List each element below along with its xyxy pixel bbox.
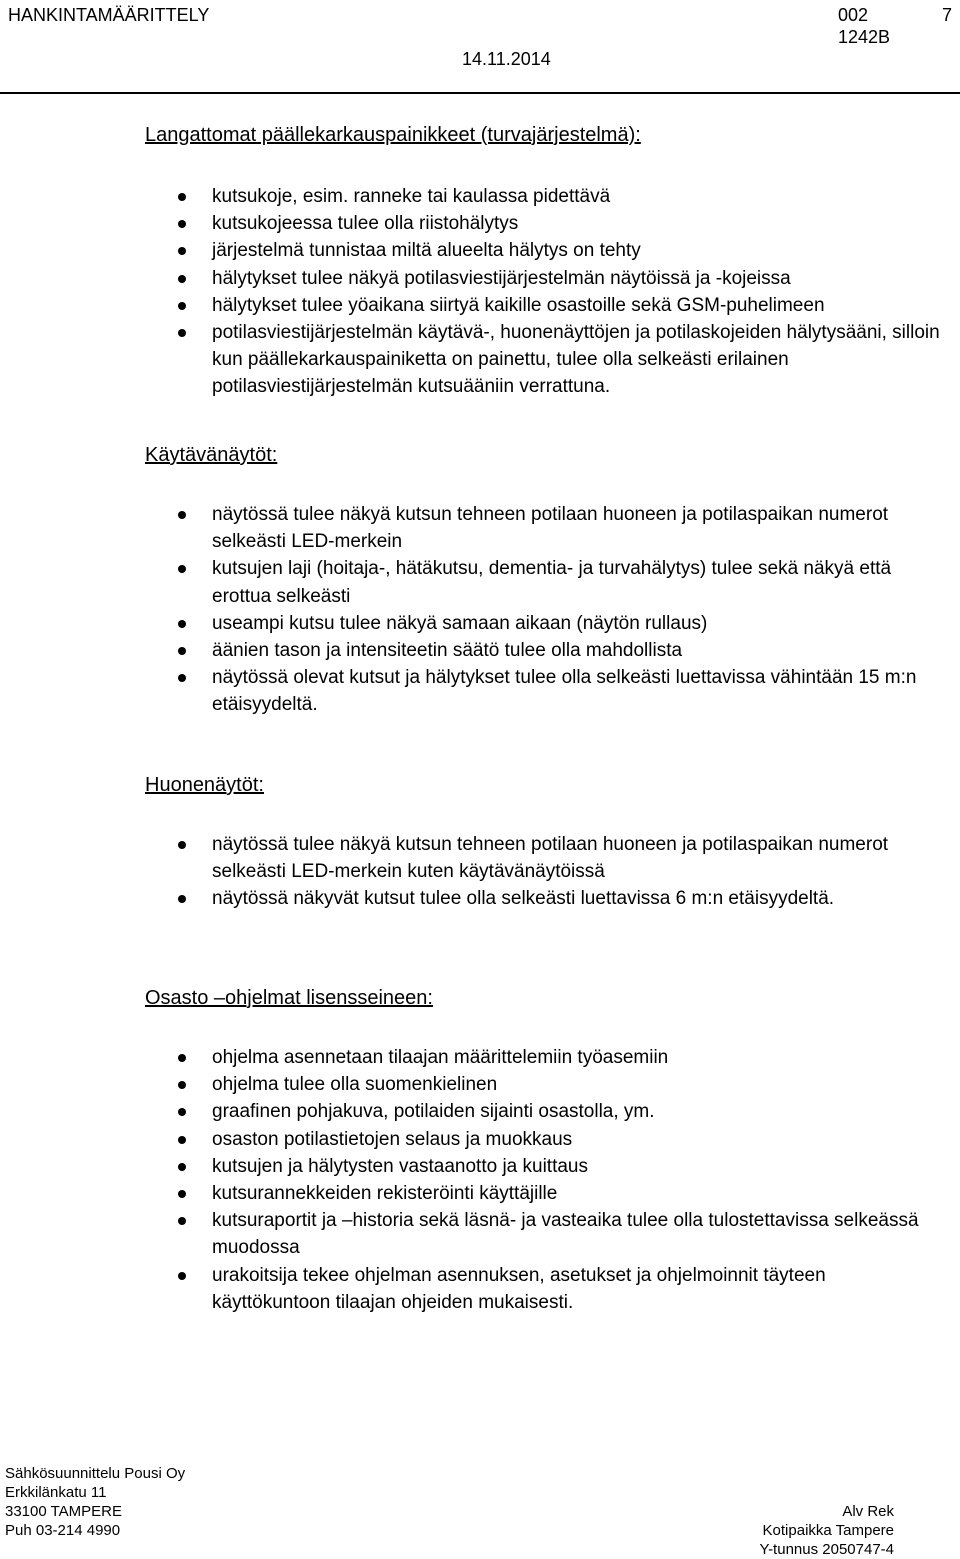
- list-item: näytössä näkyvät kutsut tulee olla selkeästi luettavissa 6 m:n etäisyydeltä.: [145, 885, 945, 912]
- bullet-icon: [178, 511, 186, 519]
- section-heading: Käytävänäytöt:: [145, 444, 278, 466]
- bullet-icon: [178, 1217, 186, 1225]
- list-item: potilasviestijärjestelmän käytävä-, huonenäyttöjen ja potilaskojeiden hälytysääni, silloin kun päällekarkauspainiketta on painettu, tulee olla selkeästi erilainen potilasviestijärjestelmän kutsuääniin verrattuna.: [145, 319, 945, 401]
- section-osasto-ohjelmat: [145, 986, 945, 1316]
- bullet-icon: [178, 1108, 186, 1116]
- list-item: graafinen pohjakuva, potilaiden sijainti osastolla, ym.: [145, 1098, 945, 1125]
- document-title: HANKINTAMÄÄRITTELY: [8, 5, 210, 25]
- footer-domicile: Kotipaikka Tampere: [762, 1522, 894, 1539]
- bullet-icon: [178, 1163, 186, 1171]
- list-item: kutsukoje, esim. ranneke tai kaulassa pidettävä: [145, 183, 945, 210]
- list-item: hälytykset tulee yöaikana siirtyä kaikille osastoille sekä GSM-puhelimeen: [145, 292, 945, 319]
- bullet-icon: [178, 674, 186, 682]
- bullet-icon: [178, 275, 186, 283]
- bullet-list: [145, 831, 945, 913]
- footer-street: Erkkilänkatu 11: [5, 1484, 107, 1501]
- list-item: ohjelma tulee olla suomenkielinen: [145, 1071, 945, 1098]
- bullet-icon: [178, 647, 186, 655]
- bullet-icon: [178, 1054, 186, 1062]
- section-kaytavanaytot: [145, 443, 945, 719]
- footer-phone: Puh 03-214 4990: [5, 1522, 121, 1539]
- section-heading: Huonenäytöt:: [145, 774, 264, 796]
- document-number: 002: [838, 5, 869, 25]
- list-item: kutsujen laji (hoitaja-, hätäkutsu, dementia- ja turvahälytys) tulee sekä näkyä että erottua selkeästi: [145, 555, 945, 609]
- bullet-icon: [178, 841, 186, 849]
- bullet-icon: [178, 1136, 186, 1144]
- list-item: näytössä olevat kutsut ja hälytykset tulee olla selkeästi luettavissa vähintään 15 m:n etäisyydeltä.: [145, 664, 945, 718]
- footer-city: 33100 TAMPERE: [5, 1503, 123, 1520]
- list-item: kutsurannekkeiden rekisteröinti käyttäjille: [145, 1180, 945, 1207]
- section-heading: Langattomat päällekarkauspainikkeet (turvajärjestelmä):: [145, 124, 641, 146]
- bullet-icon: [178, 1190, 186, 1198]
- list-item: osaston potilastietojen selaus ja muokkaus: [145, 1126, 945, 1153]
- footer-business-id: Y-tunnus 2050747-4: [759, 1541, 894, 1558]
- list-item: useampi kutsu tulee näkyä samaan aikaan (näytön rullaus): [145, 610, 945, 637]
- section-huonenaytot: [145, 773, 945, 913]
- footer-company-name: Sähkösuunnittelu Pousi Oy: [5, 1465, 186, 1482]
- list-item: näytössä tulee näkyä kutsun tehneen potilaan huoneen ja potilaspaikan numerot selkeästi LED-merkein kuten käytävänäytöissä: [145, 831, 945, 885]
- list-item: näytössä tulee näkyä kutsun tehneen potilaan huoneen ja potilaspaikan numerot selkeästi LED-merkein: [145, 501, 945, 555]
- bullet-icon: [178, 565, 186, 573]
- bullet-icon: [178, 329, 186, 337]
- footer-company: [5, 1464, 185, 1540]
- document-code: 1242B: [838, 27, 891, 47]
- bullet-icon: [178, 247, 186, 255]
- footer-registration: [759, 1502, 894, 1559]
- bullet-icon: [178, 1081, 186, 1089]
- list-item: kutsujen ja hälytysten vastaanotto ja kuittaus: [145, 1153, 945, 1180]
- list-item: ohjelma asennetaan tilaajan määrittelemiin työasemiin: [145, 1044, 945, 1071]
- header-divider: [0, 92, 960, 94]
- bullet-list: [145, 501, 945, 719]
- bullet-icon: [178, 193, 186, 201]
- list-item: urakoitsija tekee ohjelman asennuksen, asetukset ja ohjelmoinnit täyteen käyttökuntoon tilaajan ohjeiden mukaisesti.: [145, 1262, 945, 1316]
- list-item: hälytykset tulee näkyä potilasviestijärjestelmän näytöissä ja -kojeissa: [145, 265, 945, 292]
- bullet-list: [145, 1044, 945, 1316]
- bullet-list: [145, 183, 945, 401]
- bullet-icon: [178, 220, 186, 228]
- section-heading: Osasto –ohjelmat lisensseineen:: [145, 987, 433, 1009]
- list-item: järjestelmä tunnistaa miltä alueelta hälytys on tehty: [145, 237, 945, 264]
- bullet-icon: [178, 302, 186, 310]
- footer-vat: Alv Rek: [842, 1503, 894, 1520]
- bullet-icon: [178, 1272, 186, 1280]
- section-turvajarjestelma: [145, 123, 945, 401]
- document-date: 14.11.2014: [462, 49, 551, 69]
- list-item: äänien tason ja intensiteetin säätö tulee olla mahdollista: [145, 637, 945, 664]
- bullet-icon: [178, 620, 186, 628]
- bullet-icon: [178, 895, 186, 903]
- list-item: kutsukojeessa tulee olla riistohälytys: [145, 210, 945, 237]
- page-number: 7: [942, 5, 953, 25]
- list-item: kutsuraportit ja –historia sekä läsnä- ja vasteaika tulee olla tulostettavissa selkeässä muodossa: [145, 1207, 945, 1261]
